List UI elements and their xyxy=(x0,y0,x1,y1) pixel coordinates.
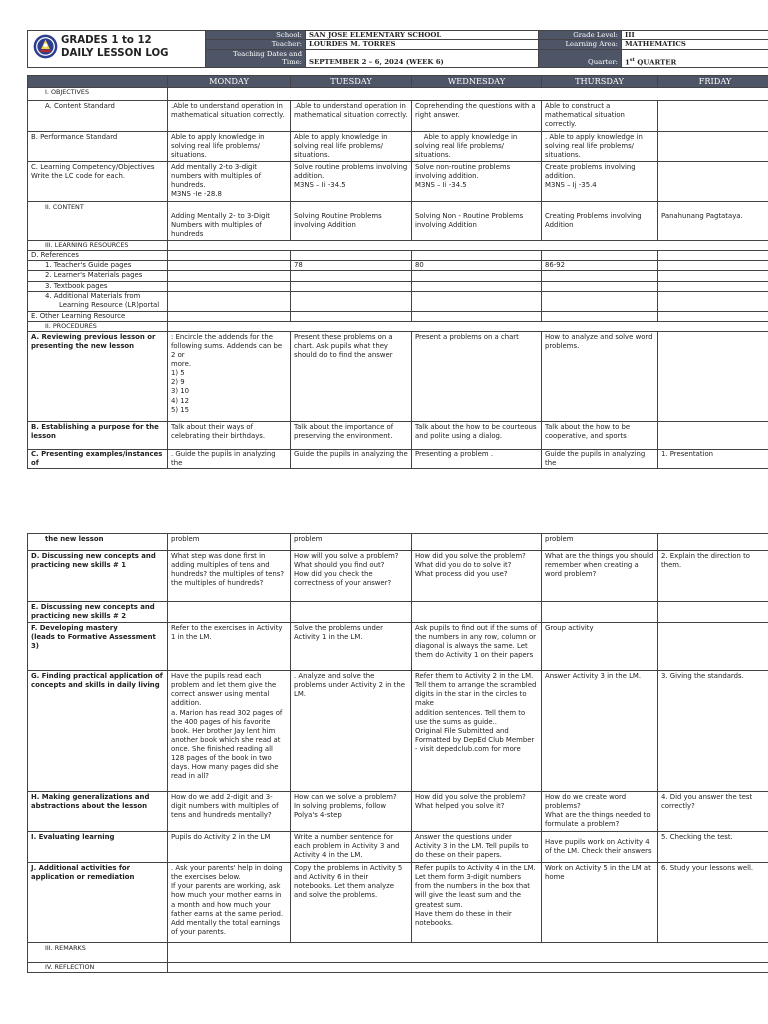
teachers-guide-thursday: 86-92 xyxy=(542,261,658,271)
lr-portal-thursday xyxy=(542,291,658,311)
additional-thursday: Work on Activity 5 in the LM at home xyxy=(542,863,658,943)
lr-portal-wednesday xyxy=(412,291,542,311)
purpose-monday: Talk about their ways of celebrating their birthdays. xyxy=(168,421,291,449)
quarter-value xyxy=(622,49,768,67)
learning-area-value: MATHEMATICS xyxy=(622,40,768,49)
mastery-wednesday: Ask pupils to find out if the sums of the numbers in any row, column or diagonal is always the same. Let them do Activity 1 on their papers xyxy=(412,623,542,671)
generalizations-wednesday: How did you solve the problem? What helped you solve it? xyxy=(412,792,542,832)
references-row xyxy=(28,251,768,261)
lr-portal-label-line-1: 4. Additional Materials from xyxy=(45,291,141,300)
school-label: School: xyxy=(206,31,306,40)
learners-materials-wednesday xyxy=(412,271,542,281)
purpose-wednesday: Talk about the how to be courteous and polite using a dialog. xyxy=(412,421,542,449)
evaluating-tuesday: Write a number sentence for each problem in Activity 3 and Activity 4 in the LM. xyxy=(291,832,412,863)
generalizations-friday: 4. Did you answer the test correctly? xyxy=(658,792,768,832)
content-wednesday: Solving Non - Routine Problems involving Addition xyxy=(412,201,542,240)
mastery-tuesday: Solve the problems under Activity 1 in the LM. xyxy=(291,623,412,671)
presenting-tuesday-b: problem xyxy=(291,534,412,551)
discussing-1-monday: What step was done first in adding multiples of tens and hundreds? the multiples of tens? the multiples of hundreds? xyxy=(168,551,291,602)
textbook-row xyxy=(28,281,768,291)
content-standard-label: A. Content Standard xyxy=(28,100,168,131)
day-header-friday: FRIDAY xyxy=(658,75,768,87)
teachers-guide-row xyxy=(28,261,768,271)
day-header-wednesday: WEDNESDAY xyxy=(412,75,542,87)
textbook-friday xyxy=(658,281,768,291)
evaluating-label: I. Evaluating learning xyxy=(28,832,168,863)
presenting-wednesday-b xyxy=(412,534,542,551)
title-line-1: GRADES 1 to 12 xyxy=(61,35,152,46)
practical-wednesday: Refer them to Activity 2 in the LM. Tell them to arrange the scrambled digits in the star in the circles to make addition sentences. Tell them to use the sums as guide.. Original File Submitted and Formatted by DepEd Club Member - visit depedclub.com for more xyxy=(412,671,542,792)
reviewing-label: A. Reviewing previous lesson or presenting the new lesson xyxy=(28,331,168,421)
reviewing-thursday: How to analyze and solve word problems. xyxy=(542,331,658,421)
additional-monday: . Ask your parents' help in doing the exercises below. If your parents are working, ask how much your mother earns in a month and how much your father earns at the same period. Add mentally the total earnings of your parents. xyxy=(168,863,291,943)
textbook-wednesday xyxy=(412,281,542,291)
presenting-monday-a: . Guide the pupils in analyzing the xyxy=(168,449,291,468)
textbook-label: 3. Textbook pages xyxy=(28,281,168,291)
competency-monday: Add mentally 2-to 3-digit numbers with multiples of hundreds. M3NS -Ie -28.8 xyxy=(168,161,291,201)
quarter-label: Quarter: xyxy=(539,49,622,67)
practical-label: G. Finding practical application of concepts and skills in daily living xyxy=(28,671,168,792)
references-friday xyxy=(658,251,768,261)
textbook-tuesday xyxy=(291,281,412,291)
practical-thursday: Answer Activity 3 in the LM. xyxy=(542,671,658,792)
generalizations-row xyxy=(28,792,768,832)
discussing-2-label: E. Discussing new concepts and practicing new skills # 2 xyxy=(28,602,168,623)
grade-level-label: Grade Level: xyxy=(539,31,622,40)
content-standard-wednesday: Coprehending the questions with a right answer. xyxy=(412,100,542,131)
practical-row xyxy=(28,671,768,792)
lr-portal-friday xyxy=(658,291,768,311)
day-header-thursday: THURSDAY xyxy=(542,75,658,87)
reviewing-wednesday: Present a problems on a chart xyxy=(412,331,542,421)
content-tuesday: Solving Routine Problems involving Addition xyxy=(291,201,412,240)
references-thursday xyxy=(542,251,658,261)
content-label: II. CONTENT xyxy=(28,201,168,240)
competency-row xyxy=(28,161,768,201)
other-resource-monday xyxy=(168,311,291,321)
discussing-2-row xyxy=(28,602,768,623)
teachers-guide-wednesday: 80 xyxy=(412,261,542,271)
learners-materials-tuesday xyxy=(291,271,412,281)
additional-wednesday: Refer pupils to Activity 4 in the LM. Let them form 3-digit numbers from the numbers in the box that will give the least sum and the greatest sum. Have them do these in their notebooks. xyxy=(412,863,542,943)
lesson-table-part-1 xyxy=(27,75,768,469)
reflection-value xyxy=(168,963,768,973)
purpose-tuesday: Talk about the importance of preserving the environment. xyxy=(291,421,412,449)
content-monday: Adding Mentally 2- to 3-Digit Numbers with multiples of hundreds xyxy=(168,201,291,240)
content-standard-friday xyxy=(658,100,768,131)
quarter-suffix: st xyxy=(629,56,635,63)
discussing-2-wednesday xyxy=(412,602,542,623)
discussing-1-tuesday: How will you solve a problem? What should you find out? How did you check the correctness of your answer? xyxy=(291,551,412,602)
additional-tuesday: Copy the problems in Activity 5 and Activity 6 in their notebooks. Let them analyze and solve the problems. xyxy=(291,863,412,943)
title-line-2: DAILY LESSON LOG xyxy=(61,47,169,59)
discussing-1-wednesday: How did you solve the problem? What did you do to solve it? What process did you use? xyxy=(412,551,542,602)
presenting-thursday-a: Guide the pupils in analyzing the xyxy=(542,449,658,468)
learners-materials-label: 2. Learner's Materials pages xyxy=(28,271,168,281)
purpose-label: B. Establishing a purpose for the lesson xyxy=(28,421,168,449)
lr-portal-label-line-2: Learning Resource (LR)portal xyxy=(59,300,160,309)
procedures-label: II. PROCEDURES xyxy=(28,321,168,331)
objectives-label: I. OBJECTIVES xyxy=(28,87,168,100)
lr-portal-label xyxy=(28,291,168,311)
remarks-value xyxy=(168,943,768,963)
day-header-blank xyxy=(28,75,168,87)
procedures-blank xyxy=(168,321,768,331)
competency-wednesday: Solve non-routine problems involving addition. M3NS – Ii -34.5 xyxy=(412,161,542,201)
discussing-1-row xyxy=(28,551,768,602)
performance-standard-thursday: . Able to apply knowledge in solving real life problems/ situations. xyxy=(542,131,658,161)
dates-label-line-2: Time: xyxy=(206,58,306,67)
competency-friday xyxy=(658,161,768,201)
generalizations-tuesday: How can we solve a problem? In solving problems, follow Polya's 4-step xyxy=(291,792,412,832)
purpose-thursday: Talk about the how to be cooperative, and sports xyxy=(542,421,658,449)
discussing-2-thursday xyxy=(542,602,658,623)
generalizations-monday: How do we add 2-digit and 3-digit numbers with multiples of tens and hundreds mentally? xyxy=(168,792,291,832)
competency-tuesday: Solve routine problems involving addition. M3NS – Ii -34.5 xyxy=(291,161,412,201)
mastery-label: F. Developing mastery (leads to Formative Assessment 3) xyxy=(28,623,168,671)
additional-label: J. Additional activities for application or remediation xyxy=(28,863,168,943)
purpose-row xyxy=(28,421,768,449)
discussing-1-thursday: What are the things you should remember when creating a word problem? xyxy=(542,551,658,602)
header-table xyxy=(27,30,768,68)
competency-label: C. Learning Competency/Objectives Write the LC code for each. xyxy=(28,161,168,201)
procedures-row xyxy=(28,321,768,331)
lesson-log-page-1 xyxy=(27,30,768,469)
references-tuesday xyxy=(291,251,412,261)
objectives-row xyxy=(28,87,768,100)
reflection-row xyxy=(28,963,768,973)
textbook-thursday xyxy=(542,281,658,291)
performance-standard-label: B. Performance Standard xyxy=(28,131,168,161)
reviewing-tuesday: Present these problems on a chart. Ask pupils what they should do to find the answer xyxy=(291,331,412,421)
references-monday xyxy=(168,251,291,261)
title-block xyxy=(28,31,206,68)
teacher-label: Teacher: xyxy=(206,40,306,49)
teachers-guide-tuesday: 78 xyxy=(291,261,412,271)
learning-resources-blank xyxy=(168,241,768,251)
lesson-table-part-2 xyxy=(27,533,768,973)
discussing-2-monday xyxy=(168,602,291,623)
references-wednesday xyxy=(412,251,542,261)
quarter-text: QUARTER xyxy=(634,58,677,67)
performance-standard-tuesday: Able to apply knowledge in solving real life problems/ situations. xyxy=(291,131,412,161)
content-standard-row xyxy=(28,100,768,131)
presenting-tuesday-a: Guide the pupils in analyzing the xyxy=(291,449,412,468)
evaluating-row xyxy=(28,832,768,863)
learners-materials-monday xyxy=(168,271,291,281)
lesson-log-page-2 xyxy=(27,533,768,973)
lr-portal-tuesday xyxy=(291,291,412,311)
discussing-1-label: D. Discussing new concepts and practicing new skills # 1 xyxy=(28,551,168,602)
evaluating-friday: 5. Checking the test. xyxy=(658,832,768,863)
content-friday: Panahunang Pagtataya. xyxy=(658,201,768,240)
performance-standard-monday: Able to apply knowledge in solving real life problems/ situations. xyxy=(168,131,291,161)
document-title xyxy=(61,35,169,60)
additional-friday: 6. Study your lessons well. xyxy=(658,863,768,943)
reviewing-row xyxy=(28,331,768,421)
reviewing-friday xyxy=(658,331,768,421)
presenting-label-a: C. Presenting examples/instances of xyxy=(28,449,168,468)
discussing-1-friday: 2. Explain the direction to them. xyxy=(658,551,768,602)
evaluating-thursday: Have pupils work on Activity 4 of the LM. Check their answers xyxy=(542,832,658,863)
mastery-thursday: Group activity xyxy=(542,623,658,671)
presenting-wednesday-a: Presenting a problem . xyxy=(412,449,542,468)
mastery-friday xyxy=(658,623,768,671)
practical-friday: 3. Giving the standards. xyxy=(658,671,768,792)
learning-resources-label: III. LEARNING RESOURCES xyxy=(28,241,168,251)
generalizations-thursday: How do we create word problems? What are the things needed to formulate a problem? xyxy=(542,792,658,832)
day-header-tuesday: TUESDAY xyxy=(291,75,412,87)
other-resource-tuesday xyxy=(291,311,412,321)
competency-thursday: Create problems involving addition. M3NS – Ij -35.4 xyxy=(542,161,658,201)
content-row xyxy=(28,201,768,240)
presenting-friday-b xyxy=(658,534,768,551)
discussing-2-tuesday xyxy=(291,602,412,623)
learners-materials-thursday xyxy=(542,271,658,281)
teacher-value: LOURDES M. TORRES xyxy=(306,40,539,49)
teaching-dates-value: SEPTEMBER 2 – 6, 2024 (WEEK 6) xyxy=(306,49,539,67)
other-resource-row xyxy=(28,311,768,321)
presenting-row-b xyxy=(28,534,768,551)
evaluating-monday: Pupils do Activity 2 in the LM xyxy=(168,832,291,863)
references-label: D. References xyxy=(28,251,168,261)
lr-portal-row xyxy=(28,291,768,311)
teachers-guide-friday xyxy=(658,261,768,271)
day-header-monday: MONDAY xyxy=(168,75,291,87)
reflection-label: IV. REFLECTION xyxy=(28,963,168,973)
practical-monday: Have the pupils read each problem and let them give the correct answer using mental addition. a. Marion has read 302 pages of the 400 pages of his favorite book. Her brother Jay lent him another book which she read at once. She finished reading all 128 pages of the book in two days. How many pages did she read in all? xyxy=(168,671,291,792)
mastery-monday: Refer to the exercises in Activity 1 in the LM. xyxy=(168,623,291,671)
performance-standard-row xyxy=(28,131,768,161)
dates-label-line-1: Teaching Dates and xyxy=(206,49,306,58)
presenting-thursday-b: problem xyxy=(542,534,658,551)
other-resource-thursday xyxy=(542,311,658,321)
presenting-monday-b: problem xyxy=(168,534,291,551)
deped-seal-icon xyxy=(33,34,58,59)
performance-standard-friday xyxy=(658,131,768,161)
additional-row xyxy=(28,863,768,943)
discussing-2-friday xyxy=(658,602,768,623)
generalizations-label: H. Making generalizations and abstractions about the lesson xyxy=(28,792,168,832)
teachers-guide-label: 1. Teacher's Guide pages xyxy=(28,261,168,271)
teachers-guide-monday xyxy=(168,261,291,271)
presenting-label-b: the new lesson xyxy=(28,534,168,551)
learners-materials-row xyxy=(28,271,768,281)
reviewing-monday: : Encircle the addends for the following sums. Addends can be 2 or more. 1) 5 2) 9 3) 10 4) 12 5) 15 xyxy=(168,331,291,421)
learning-resources-row xyxy=(28,241,768,251)
performance-standard-wednesday: Able to apply knowledge in solving real life problems/ situations. xyxy=(412,131,542,161)
remarks-label: III. REMARKS xyxy=(28,943,168,963)
presenting-row-a xyxy=(28,449,768,468)
other-resource-label: E. Other Learning Resource xyxy=(28,311,168,321)
learners-materials-friday xyxy=(658,271,768,281)
other-resource-wednesday xyxy=(412,311,542,321)
quarter-number: 1 xyxy=(625,58,630,67)
presenting-friday-a: 1. Presentation xyxy=(658,449,768,468)
lr-portal-monday xyxy=(168,291,291,311)
content-thursday: Creating Problems involving Addition xyxy=(542,201,658,240)
day-header-row xyxy=(28,75,768,87)
remarks-row xyxy=(28,943,768,963)
content-standard-thursday: Able to construct a mathematical situation correctly. xyxy=(542,100,658,131)
practical-tuesday: . Analyze and solve the problems under Activity 2 in the LM. xyxy=(291,671,412,792)
content-standard-monday: .Able to understand operation in mathematical situation correctly. xyxy=(168,100,291,131)
purpose-friday xyxy=(658,421,768,449)
content-standard-tuesday: .Able to understand operation in mathematical situation correctly. xyxy=(291,100,412,131)
other-resource-friday xyxy=(658,311,768,321)
evaluating-wednesday: Answer the questions under Activity 3 in the LM. Tell pupils to do these on their papers. xyxy=(412,832,542,863)
textbook-monday xyxy=(168,281,291,291)
objectives-blank xyxy=(168,87,768,100)
grade-level-value: III xyxy=(622,31,768,40)
mastery-row xyxy=(28,623,768,671)
learning-area-label: Learning Area: xyxy=(539,40,622,49)
school-value: SAN JOSE ELEMENTARY SCHOOL xyxy=(306,31,539,40)
